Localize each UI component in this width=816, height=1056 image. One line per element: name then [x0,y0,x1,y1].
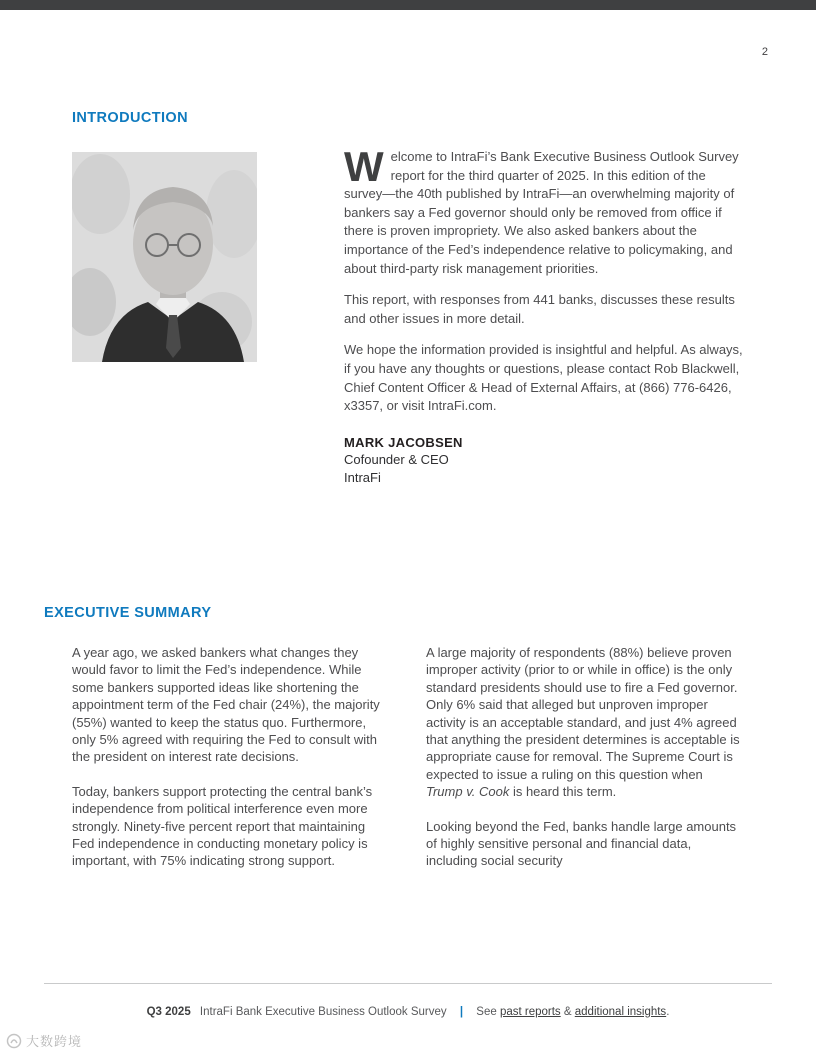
intro-paragraph-1-text: elcome to IntraFi’s Bank Executive Business Outlook Survey report for the third quarter of 2025. In this edition of the survey—the 40th published by IntraFi—an overwhelming majority of bankers say a Fed governor should only be removed from office if there is proven impropriety. We also asked bankers about the importance of the Fed’s independence relative to policymaking, and about third-party risk management priorities. [344,149,739,276]
summary-column-right [426,644,740,887]
watermark-text: 大数跨境 [26,1034,83,1049]
summary-left-paragraph-1: A year ago, we asked bankers what changes they would favor to limit the Fed’s independence. While some bankers supported ideas like shortening the appointment term of the Fed chair (24%), the majority (55%) wanted to keep the status quo. Furthermore, only 5% agreed with requiring the Fed to consult with the president on interest rate decisions. [72,645,380,765]
summary-right-paragraph-1 [426,644,740,801]
summary-right-p1-end: is heard this term. [509,784,617,800]
drop-cap: W [344,143,384,190]
watermark [6,1031,82,1050]
signature-org: IntraFi [344,469,381,485]
footer-divider-line [44,983,772,984]
portrait-illustration [72,152,257,362]
intro-paragraph-1 [344,143,746,278]
signature-title: Cofounder & CEO [344,452,449,468]
footer-report-title: IntraFi Bank Executive Business Outlook Survey [199,1006,447,1018]
top-accent-bar [0,0,816,10]
summary-left-paragraph-2: Today, bankers support protecting the central bank’s independence from political interference even more strongly. Ninety-five percent report that maintaining Fed independence in conducting monetary policy is important, with 75% indicating strong support. [72,783,373,869]
summary-right-paragraph-2: Looking beyond the Fed, banks handle large amounts of highly sensitive personal and financial data, including social security [426,818,737,869]
intro-paragraph-3: We hope the information provided is insightful and helpful. As always, if you have any thoughts or questions, please contact Rob Blackwell, Chief Content Officer & Head of External Affairs, at (866) 776-6426, x3357, or visit IntraFi.com. [344,342,743,414]
introduction-body [344,143,746,486]
executive-summary-heading: EXECUTIVE SUMMARY [44,605,212,621]
page-number: 2 [761,46,768,58]
footer-period: . [666,1006,670,1018]
past-reports-link[interactable]: past reports [499,1006,561,1018]
intro-paragraph-2: This report, with responses from 441 banks, discusses these results and other issues in more detail. [344,292,735,326]
summary-right-p1-text: A large majority of respondents (88%) believe proven improper activity (prior to or while in office) is the only standard presidents should use to fire a Fed governor. Only 6% said that alleged but unproven improper activity is an acceptable standard, and just 4% agreed that anything the president determines is acceptable is appropriate cause for removal. The Supreme Court is expected to issue a ruling on this question when [426,645,740,782]
introduction-heading: INTRODUCTION [72,110,188,126]
footer-see-label: See [476,1006,497,1018]
signature-block [344,434,746,487]
footer [0,1006,816,1018]
footer-pipe: | [459,1006,464,1018]
footer-ampersand: & [563,1006,572,1018]
case-name-italic: Trump v. Cook [426,784,510,800]
signature-name: MARK JACOBSEN [344,434,463,450]
additional-insights-link[interactable]: additional insights [574,1006,667,1018]
portrait-photo [72,152,257,362]
summary-column-left [72,644,380,887]
watermark-logo-icon [6,1033,22,1049]
footer-quarter: Q3 2025 [146,1006,191,1018]
